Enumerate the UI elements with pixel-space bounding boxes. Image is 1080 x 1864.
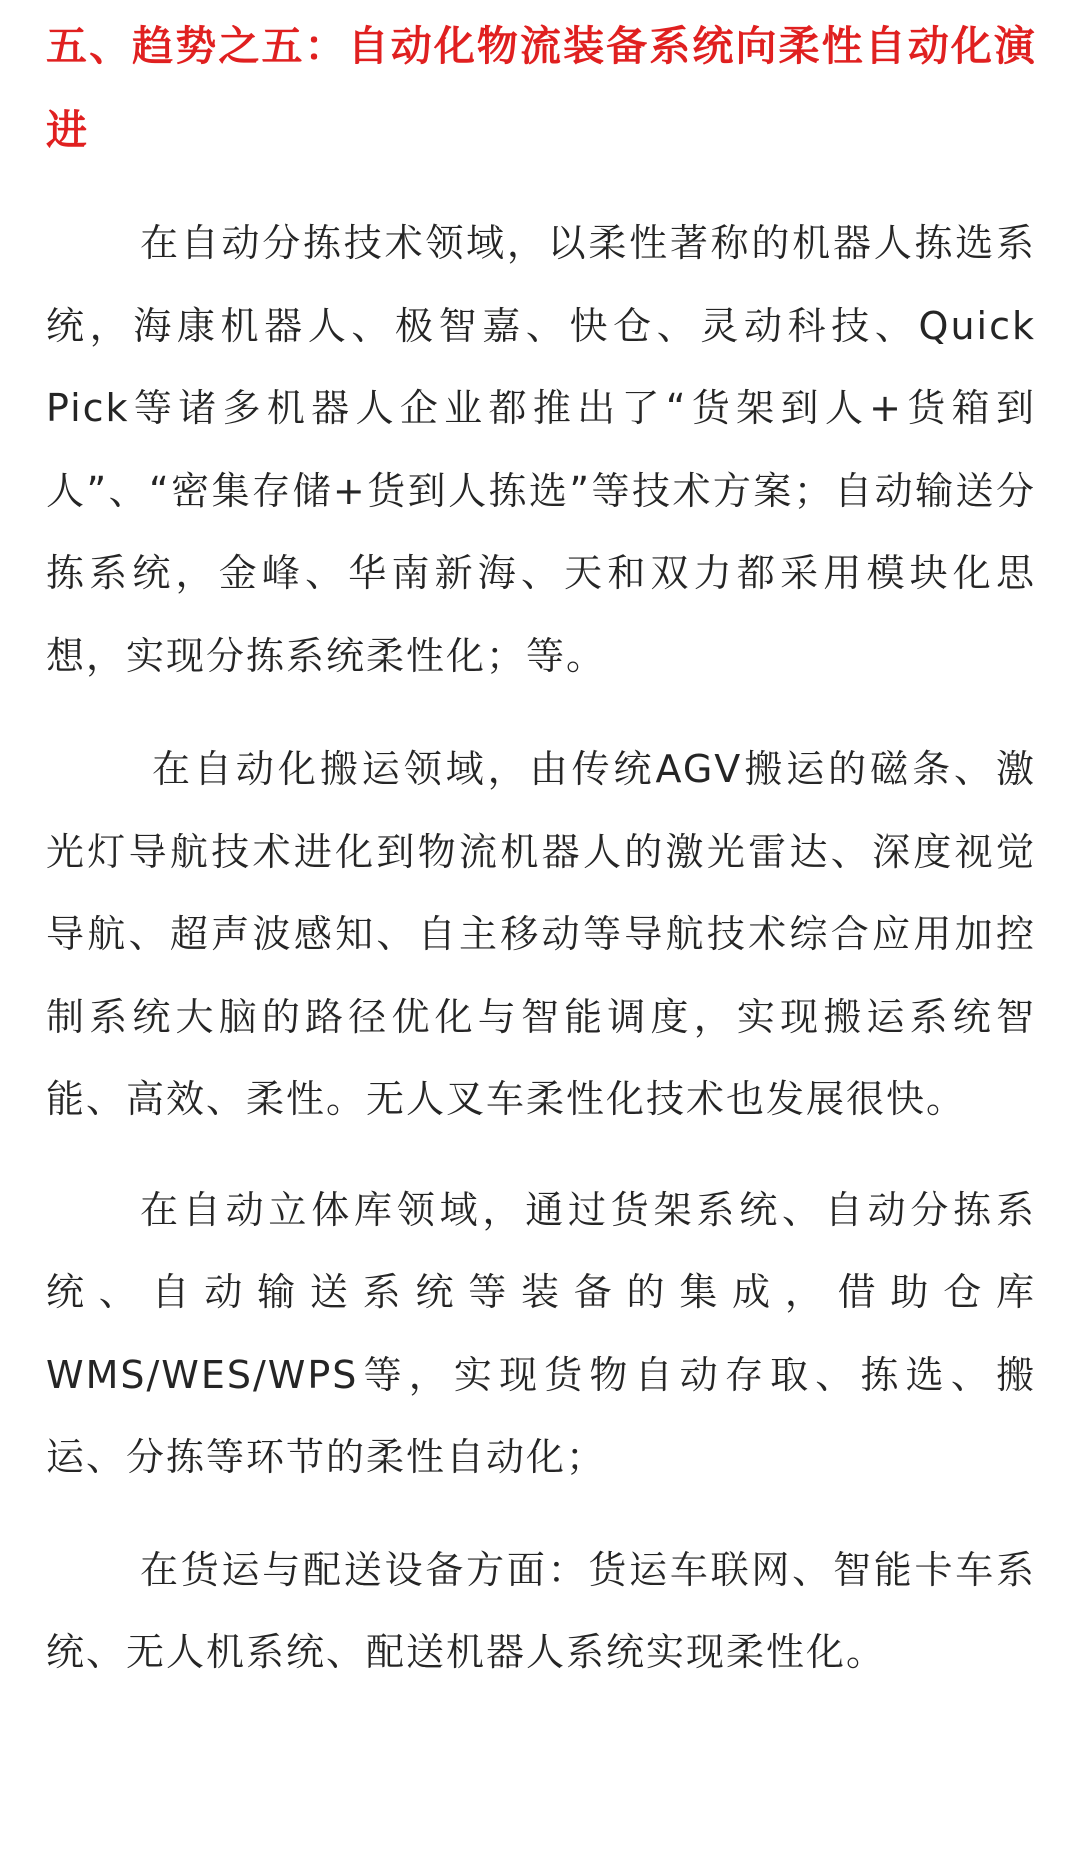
paragraph-auto-warehouse: 在自动立体库领域，通过货架系统、自动分拣系统、自动输送系统等装备的集成，借助仓库WMS/WES/WPS等，实现货物自动存取、拣选、搬运、分拣等环节的柔性自动化；: [46, 1187, 1036, 1479]
paragraph-auto-sorting: 在自动分拣技术领域，以柔性著称的机器人拣选系统，海康机器人、极智嘉、快仓、灵动科技、Quick Pick等诸多机器人企业都推出了“货架到人+货箱到人”、“密集存储+货到人拣选”等技术方案；自动输送分拣系统，金峰、华南新海、天和双力都采用模块化思想，实现分拣系统柔性化；等。: [46, 221, 1036, 678]
paragraph-auto-handling: 在自动化搬运领域，由传统AGV搬运的磁条、激光灯导航技术进化到物流机器人的激光雷达、深度视觉导航、超声波感知、自主移动等导航技术综合应用加控制系统大脑的路径优化与智能调度，实现搬运系统智能、高效、柔性。无人叉车柔性化技术也发展很快。: [46, 747, 1036, 1121]
paragraph-freight-delivery: 在货运与配送设备方面：货运车联网、智能卡车系统、无人机系统、配送机器人系统实现柔性化。: [46, 1547, 1036, 1674]
section-heading: 五、趋势之五：自动化物流装备系统向柔性自动化演进: [46, 22, 1036, 154]
